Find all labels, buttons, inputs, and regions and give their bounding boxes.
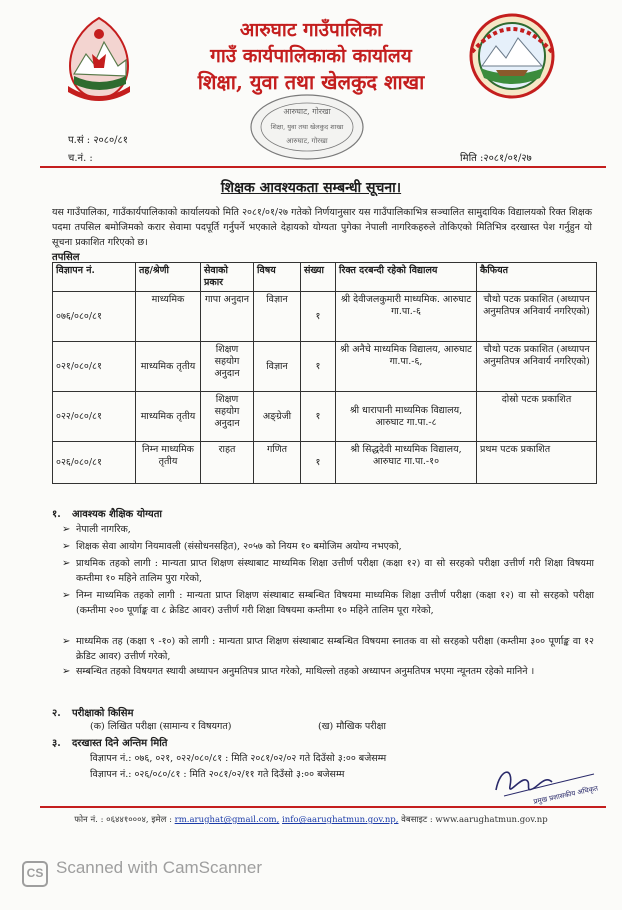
exam-type-oral: (ख) मौखिक परीक्षा xyxy=(318,721,386,732)
arrow-bullet-icon: ➢ xyxy=(62,558,71,569)
table-row xyxy=(53,442,597,484)
col-header-count: संख्या xyxy=(301,263,336,292)
bullet-text: सम्बन्धित तहको विषयगत स्थायी अध्यापन अनुमतिपत्र प्राप्त गरेको, माथिल्लो तहको अध्यापन अनुमतिपत्र भएमा न्यूनतम रहेको मानिने । xyxy=(76,666,535,677)
bullet-text: प्राथमिक तहको लागी : मान्यता प्राप्त शिक्षण संस्थाबाट माध्यमिक शिक्षा उत्तीर्ण परीक्षा (कक्षा १२) वा सो सरहको परीक्षा उत्तीर्ण गरी शिक्षा विषयमा कम्तीमा १० महिने तालिम पुरा गरेको, xyxy=(76,558,594,584)
footer-email-1[interactable]: rm.arughat@gmail.com, xyxy=(174,815,280,825)
cell-ad-no: ०२६/०८०/८१ xyxy=(53,442,136,484)
camscanner-logo-icon: CS xyxy=(22,861,48,887)
cell-subject: विज्ञान xyxy=(254,342,301,392)
office-name: गाउँ कार्यपालिकाको कार्यालय xyxy=(210,45,412,67)
notice-title: शिक्षक आवश्यकता सम्बन्धी सूचना। xyxy=(220,180,402,196)
cell-subject: गणित xyxy=(254,442,301,484)
arrow-bullet-icon: ➢ xyxy=(62,541,71,552)
qualification-bullet xyxy=(62,634,594,664)
cell-service-type: शिक्षण सहयोग अनुदान xyxy=(201,392,254,442)
section1-title: आवश्यक शैक्षिक योग्यता xyxy=(72,509,163,520)
cell-remarks: प्रथम पटक प्रकाशित xyxy=(477,442,597,484)
col-header-school: रिक्त दरबन्दी रहेको विद्यालय xyxy=(336,263,477,292)
footer-email-label: इमेल : xyxy=(151,815,172,825)
camscanner-text: Scanned with CamScanner xyxy=(56,858,263,877)
col-header-service-type: सेवाको प्रकार xyxy=(201,263,254,292)
deadline-line: विज्ञापन नं.: ०२६/०८०/८१ : मिति २०८१/०२/११ गते दिउँसो ३:०० बजेसम्म xyxy=(90,769,345,780)
cell-subject: विज्ञान xyxy=(254,292,301,342)
signature-title: प्रमुख प्रशासकीय अधिकृत xyxy=(532,784,599,806)
table-row xyxy=(53,292,597,342)
qualification-bullet xyxy=(62,539,594,554)
arrow-bullet-icon: ➢ xyxy=(62,524,71,535)
deadline-line: विज्ञापन नं.: ०७६, ०२१, ०२२/०८०/८१ : मिति २०८१/०२/०२ गते दिउँसो ३:०० बजेसम्म xyxy=(90,753,387,764)
section2-heading xyxy=(52,705,133,719)
cell-ad-no: ०७६/०८०/८१ xyxy=(53,292,136,342)
header-divider xyxy=(40,166,606,168)
qualification-bullet xyxy=(62,664,594,679)
section3-number: ३. xyxy=(52,738,61,749)
municipality-logo-icon xyxy=(468,12,556,100)
section2-title: परीक्षाको किसिम xyxy=(72,708,134,719)
cell-count: १ xyxy=(301,392,336,442)
cell-school: श्री अनैचे माध्यमिक विद्यालय, आरुघाट गा.पा.-६, xyxy=(336,342,477,392)
arrow-bullet-icon: ➢ xyxy=(62,666,71,677)
officer-signature xyxy=(474,756,614,812)
footer-phone: फोन नं. : ०६४४१०००४, xyxy=(74,815,149,825)
bullet-text: शिक्षक सेवा आयोग नियमावली (संसोधनसहित), २०५७ को नियम १० बमोजिम अयोग्य नभएको, xyxy=(76,541,402,552)
cell-service-type: राहत xyxy=(201,442,254,484)
intro-paragraph: यस गाउँपालिका, गाउँकार्यपालिकाको कार्यालयको मिति २०८१/०१/२७ गतेको निर्णयानुसार यस गाउँपालिकाभित्र सञ्चालित सामुदायिक विद्यालयको रिक्त शिक्षक पदमा तपसिल बमोजिमको करार सेवामा पदपूर्ति गर्नुपर्ने भएकाले देहायको योग्यता पुगेका नेपाली नागरिकहरुले तोकिएको मितिभित्र दरखास्त पेश गर्नुहुन यो सूचना प्रकाशित गरिएको छ। xyxy=(52,207,592,248)
cell-ad-no: ०२२/०८०/८१ xyxy=(53,392,136,442)
qualification-bullet xyxy=(62,522,594,537)
cell-level: निम्न माध्यमिक तृतीय xyxy=(136,442,201,484)
cell-remarks: चौथो पटक प्रकाशित (अध्यापन अनुमतिपत्र अनिवार्य नगरिएको) xyxy=(477,292,597,342)
cell-count: १ xyxy=(301,442,336,484)
bullet-text: निम्न माध्यमिक तहको लागी : मान्यता प्राप्त शिक्षण संस्थाबाट सम्बन्धित विषयमा माध्यमिक शिक्षा उत्तीर्ण परीक्षा (कक्षा १२) वा सो सरहको परीक्षा (कम्तीमा २०० पूर्णाङ्क वा ८ क्रेडिट आवर) उत्तीर्ण गरी शिक्षा विषयमा कम्तीमा १० महिने तालिम पूरा गरेको, xyxy=(76,590,594,616)
stamp-line-1: आरुघाट, गोरखा xyxy=(283,107,331,116)
cell-school: श्री धारापानी माध्यमिक विद्यालय, आरुघाट गा.पा.-८ xyxy=(336,392,477,442)
vacancy-table xyxy=(52,262,597,484)
stamp-line-3: आरुघाट, गोरखा xyxy=(286,137,328,145)
footer-website[interactable]: www.aarughatmun.gov.np xyxy=(435,815,548,825)
arrow-bullet-icon: ➢ xyxy=(62,636,71,647)
col-header-remarks: कैफियत xyxy=(477,263,597,292)
col-header-subject: विषय xyxy=(254,263,301,292)
col-header-level: तह/श्रेणी xyxy=(136,263,201,292)
stamp-line-2: शिक्षा, युवा तथा खेलकुद शाखा xyxy=(270,123,344,131)
section3-heading xyxy=(52,735,168,749)
cell-service-type: गापा अनुदान xyxy=(201,292,254,342)
cell-school: श्री देवीजलकुमारी माध्यमिक. आरुघाट गा.पा.-६ xyxy=(336,292,477,342)
cell-count: १ xyxy=(301,292,336,342)
cell-level: माध्यमिक xyxy=(136,292,201,342)
footer-contact xyxy=(0,814,622,825)
section1-number: १. xyxy=(52,509,61,520)
bullet-text: माध्यमिक तह (कक्षा ९ -१०) को लागी : मान्यता प्राप्त शिक्षण संस्थाबाट सम्बन्धित विषयमा स्नातक वा सो सरहको परीक्षा (कम्तीमा ३०० पूर्णाङ्क वा १२ क्रेडिट आवर) उत्तीर्ण गरेको, xyxy=(76,636,594,662)
qualification-bullet xyxy=(62,556,594,586)
section3-title: दरखास्त दिने अन्तिम मिति xyxy=(72,738,168,749)
cell-level: माध्यमिक तृतीय xyxy=(136,392,201,442)
cell-remarks: दोस्रो पटक प्रकाशित xyxy=(477,392,597,442)
footer-divider xyxy=(40,806,606,808)
cell-ad-no: ०२१/०८०/८१ xyxy=(53,342,136,392)
cell-service-type: शिक्षण सहयोग अनुदान xyxy=(201,342,254,392)
section-name: शिक्षा, युवा तथा खेलकुद शाखा xyxy=(197,70,425,94)
cell-subject: अङ्ग्रेजी xyxy=(254,392,301,442)
qualification-bullet xyxy=(62,588,594,618)
dispatch-number: च.नं. : xyxy=(68,153,93,164)
cell-remarks: चौथो पटक प्रकाशित (अध्यापन अनुमतिपत्र अनिवार्य नगरिएको) xyxy=(477,342,597,392)
office-stamp xyxy=(248,92,366,162)
footer-email-2[interactable]: info@aarughatmun.gov.np, xyxy=(282,815,399,825)
cell-school: श्री सिद्धदेवी माध्यमिक विद्यालय, आरुघाट गा.पा.-१० xyxy=(336,442,477,484)
notice-date: मिति :२०८१/०१/२७ xyxy=(460,153,532,164)
municipality-name: आरुघाट गाउँपालिका xyxy=(239,19,383,41)
bullet-text: नेपाली नागरिक, xyxy=(76,524,131,535)
table-header-row xyxy=(53,263,597,292)
col-header-ad-no: विज्ञापन नं. xyxy=(53,263,136,292)
exam-type-written: (क) लिखित परीक्षा (सामान्य र विषयगत) xyxy=(90,721,232,732)
cell-level: माध्यमिक तृतीय xyxy=(136,342,201,392)
footer-website-label: वेबसाइट : xyxy=(401,815,433,825)
section1-heading xyxy=(52,506,162,520)
section2-number: २. xyxy=(52,708,61,719)
tapsil-label: तपसिल xyxy=(52,252,80,263)
table-row xyxy=(53,342,597,392)
arrow-bullet-icon: ➢ xyxy=(62,590,71,601)
reference-number: प.सं : २०८०/८१ xyxy=(68,135,128,146)
table-row xyxy=(53,392,597,442)
cell-count: १ xyxy=(301,342,336,392)
camscanner-watermark xyxy=(22,858,262,887)
